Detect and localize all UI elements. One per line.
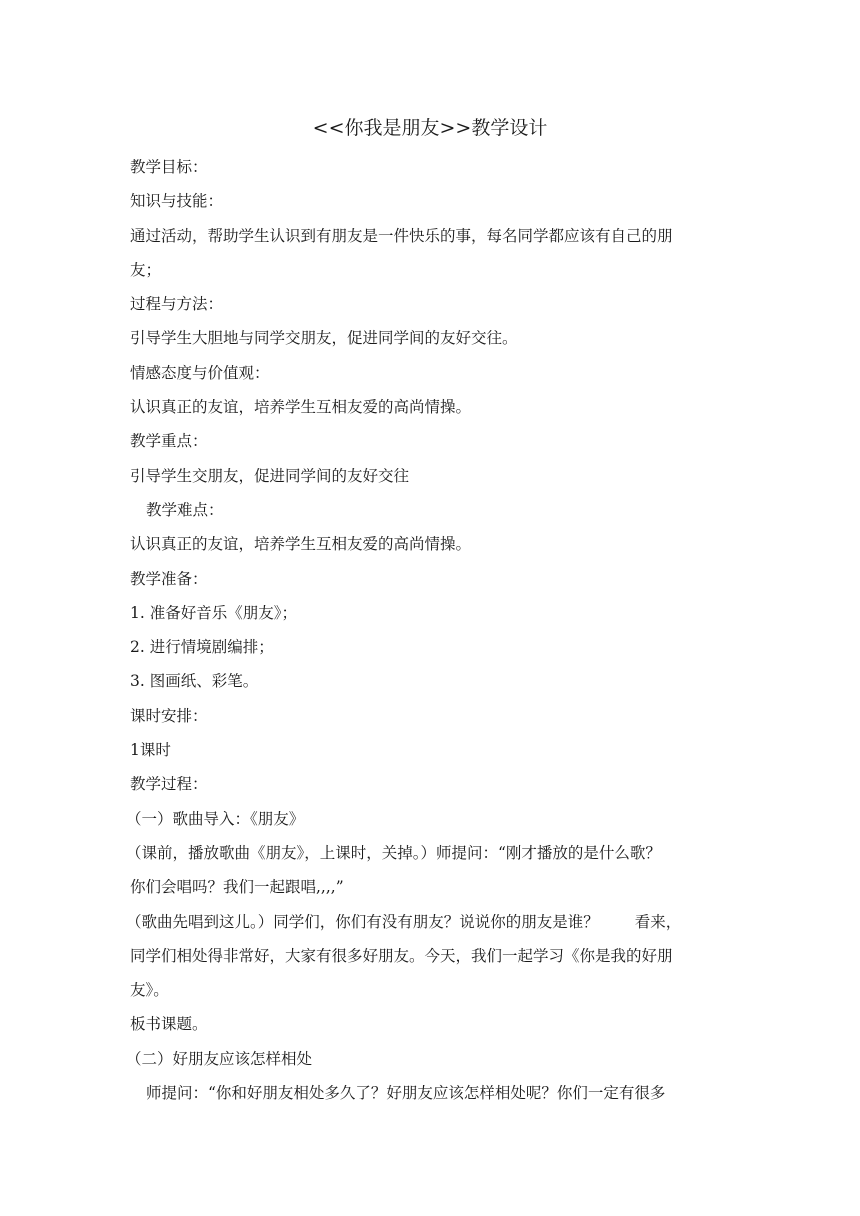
text-line-section-one-para-3 [126,905,740,939]
text-line-section-two: （二）好朋友应该怎样相处 [126,1049,313,1068]
text-line-preparation-item-1: 1. 准备好音乐《朋友》； [130,603,297,622]
text-line-key-points-description: 引导学生交朋友，促进同学间的友好交往 [130,466,410,485]
document-title: <<你我是朋友>>教学设计 [312,117,548,139]
text-line-section-one-para-3-end: 看来， [634,912,682,931]
text-line-process-description: 引导学生大胆地与同学交朋友，促进同学间的友好交往。 [130,329,518,348]
text-line-section-one-para-2: 你们会唱吗？我们一起跟唱,,,,” [130,878,344,897]
text-line-preparation-item-3: 3. 图画纸、彩笔。 [130,672,259,691]
text-line-schedule-value: 1课时 [130,741,171,760]
text-line-attitude-description: 认识真正的友谊，培养学生互相友爱的高尚情操。 [130,398,472,417]
text-line-section-one-para-3-start: （歌曲先唱到这儿。）同学们，你们有没有朋友？说说你的朋友是谁？ [126,912,599,931]
text-line-section-one-para-1: （课前，播放歌曲《朋友》，上课时，关掉。）师提问：“刚才播放的是什么歌？ [126,843,661,862]
text-line-goal-description-1: 通过活动，帮助学生认识到有朋友是一件快乐的事，每名同学都应该有自己的朋 [130,226,673,245]
text-line-difficulties: 教学难点： [146,500,224,519]
text-line-preparation: 教学准备： [130,569,208,588]
text-line-section-one: （一）歌曲导入：《朋友》 [126,809,305,828]
text-line-teaching-goals: 教学目标： [130,158,208,176]
text-line-teaching-process: 教学过程： [130,775,208,794]
document-body [126,150,740,1110]
text-line-key-points: 教学重点： [130,432,208,451]
text-line-section-one-para-4: 同学们相处得非常好，大家有很多好朋友。今天，我们一起学习《你是我的好朋 [130,946,673,965]
text-line-knowledge-skills: 知识与技能： [130,192,224,211]
text-line-difficulties-description: 认识真正的友谊，培养学生互相友爱的高尚情操。 [130,535,472,554]
text-line-process-methods: 过程与方法： [130,295,224,314]
text-line-section-two-para-1: 师提问：“你和好朋友相处多久了？好朋友应该怎样相处呢？你们一定有很多 [146,1084,666,1103]
text-line-board-title: 板书课题。 [130,1015,208,1034]
text-line-goal-description-2: 友； [130,260,162,279]
text-line-section-one-para-5: 友》。 [130,981,169,1000]
text-line-attitude-values: 情感态度与价值观： [130,363,270,382]
text-line-preparation-item-2: 2. 进行情境剧编排； [130,638,274,657]
text-line-schedule: 课时安排： [130,706,208,725]
